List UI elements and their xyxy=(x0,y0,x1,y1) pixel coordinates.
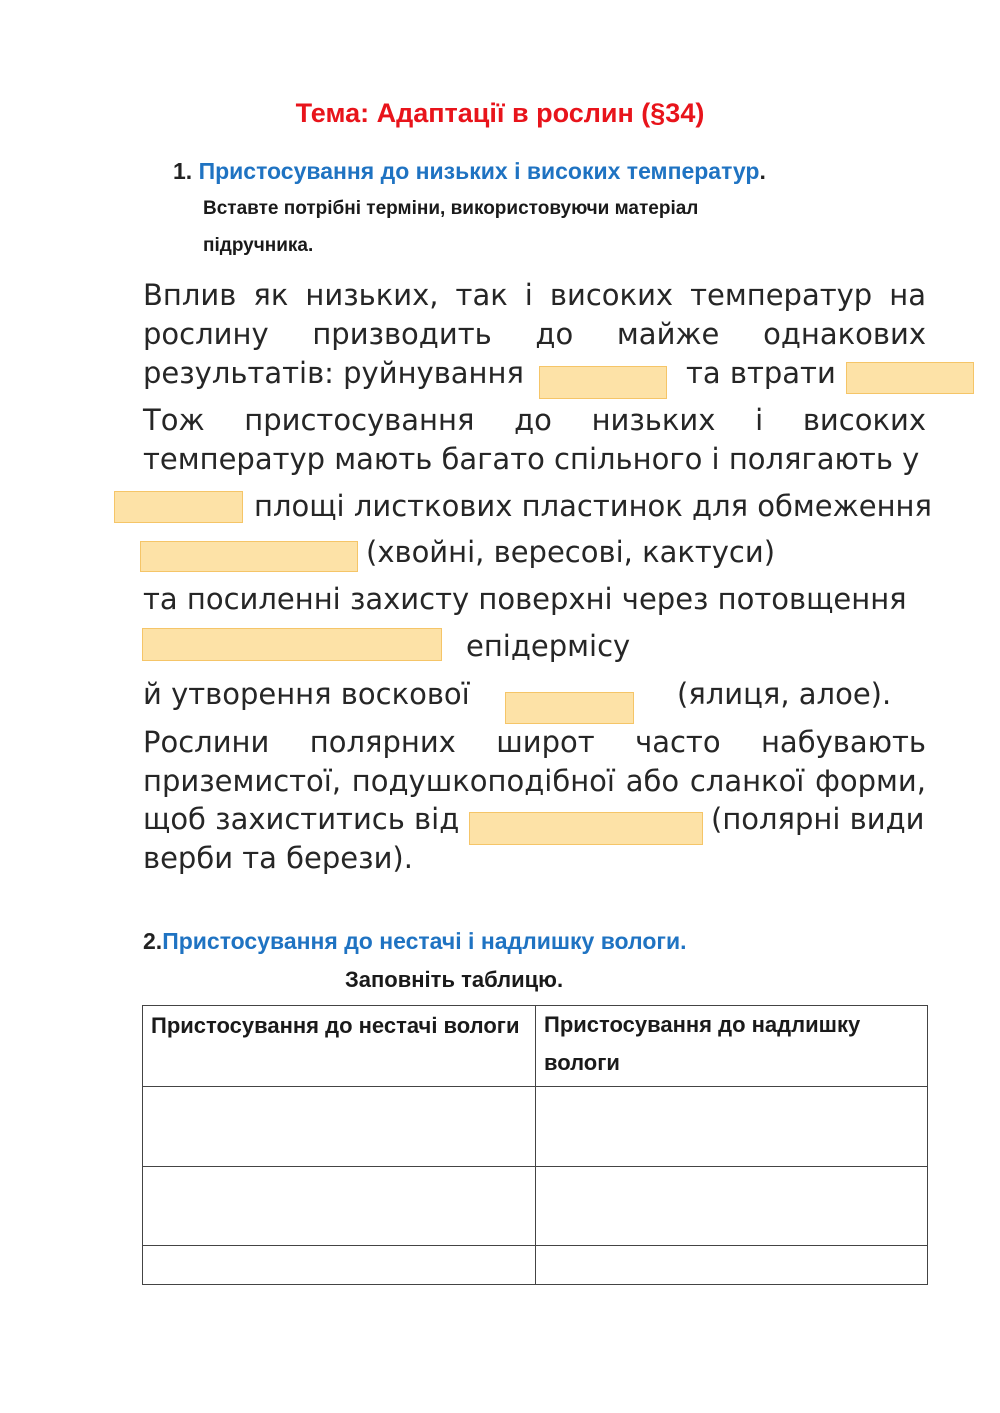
answer-blank-5[interactable] xyxy=(142,628,442,661)
text-line: Вплив як низьких, так і високих температур на xyxy=(143,278,926,312)
answer-blank-6[interactable] xyxy=(505,692,634,724)
table-cell-input[interactable] xyxy=(143,1087,536,1167)
section-1-heading xyxy=(173,158,766,185)
table-header-cell xyxy=(143,1006,536,1087)
section-1-instruction-line-1: Вставте потрібні терміни, використовуючи матеріал xyxy=(203,198,699,219)
text-line: Рослини полярних широт часто набувають xyxy=(143,725,926,759)
section-2-title: Пристосування до нестачі і надлишку вологи. xyxy=(162,928,687,954)
table-header-row xyxy=(143,1006,928,1087)
section-1-instruction-line-2: підручника. xyxy=(203,235,314,256)
table-row xyxy=(143,1087,928,1167)
table-row xyxy=(143,1246,928,1285)
text-line: й утворення воскової xyxy=(143,677,470,711)
section-2-instruction: Заповніть таблицю. xyxy=(345,967,564,992)
text-line: приземистої, подушкоподібної або сланкої форми, xyxy=(143,764,926,798)
section-1-title-period: . xyxy=(759,158,766,184)
answer-blank-4[interactable] xyxy=(140,541,358,572)
text-line: щоб захиститись від xyxy=(143,802,460,836)
answer-blank-3[interactable] xyxy=(114,491,243,523)
text-line: верби та берези). xyxy=(143,841,413,875)
table-cell-input[interactable] xyxy=(536,1087,928,1167)
text-line: (ялиця, алое). xyxy=(677,677,892,711)
page-title: Тема: Адаптації в рослин (§34) xyxy=(295,98,705,128)
table-cell-input[interactable] xyxy=(143,1246,536,1285)
text-line: та втрати xyxy=(686,356,836,390)
table-header-text: Пристосування до нестачі вологи xyxy=(151,1013,520,1038)
table-cell-input[interactable] xyxy=(536,1167,928,1246)
text-line: Тож пристосування до низьких і високих xyxy=(143,403,926,437)
section-1-title: Пристосування до низьких і високих температур xyxy=(198,158,760,184)
answer-blank-2[interactable] xyxy=(846,362,974,394)
table-header-text: Пристосування до надлишку вологи xyxy=(544,1012,861,1075)
text-line: епідермісу xyxy=(466,629,631,663)
table-cell-input[interactable] xyxy=(536,1246,928,1285)
answer-blank-7[interactable] xyxy=(469,812,703,845)
table-header-cell xyxy=(536,1006,928,1087)
adaptation-table xyxy=(142,1005,928,1285)
text-line: результатів: руйнування xyxy=(143,356,524,390)
text-line: площі листкових пластинок для обмеження xyxy=(254,489,932,523)
section-2-number: 2. xyxy=(143,928,163,954)
text-line: температур мають багато спільного і полягають у xyxy=(143,442,920,476)
text-line: рослину призводить до майже однакових xyxy=(143,317,926,351)
section-1-number: 1. xyxy=(173,158,193,184)
table-cell-input[interactable] xyxy=(143,1167,536,1246)
section-2-heading xyxy=(143,928,687,955)
text-line: (полярні види xyxy=(711,802,925,836)
table-row xyxy=(143,1167,928,1246)
text-line: (хвойні, вересові, кактуси) xyxy=(366,535,776,569)
answer-blank-1[interactable] xyxy=(539,366,667,399)
text-line: та посиленні захисту поверхні через потовщення xyxy=(143,582,907,616)
